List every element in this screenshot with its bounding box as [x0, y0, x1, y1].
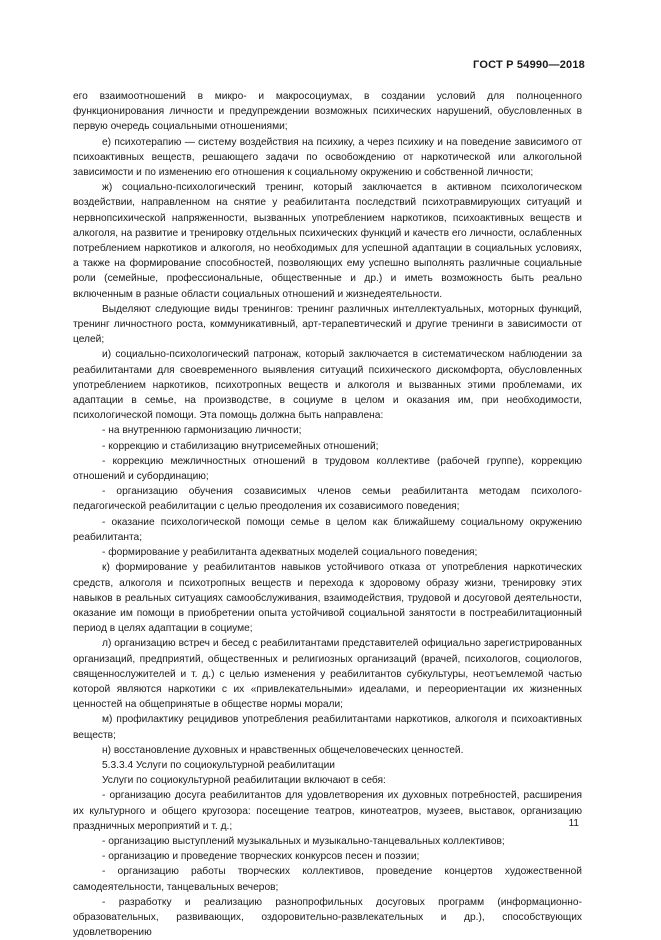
paragraph: к) формирование у реабилитантов навыков устойчивого отказа от употребления наркотических средств, алкоголя и психотропных веществ и перехода к здоровому образу жизни, тренировку этих навыков в реальных ситуациях самообслуживания, взаимодействия, трудовой и досуговой деятельности, оказание им помощи в приобретении опыта устойчивой социальной занятости в постреабилитационный период в целях адаптации в социуме;: [73, 562, 582, 635]
paragraph: - разработку и реализацию разнопрофильных досуговых программ (информационно-образовательных, развивающих, оздоровительно-развлекательных и др.), способствующих удовлетворению: [73, 896, 582, 939]
paragraph: е) психотерапию — систему воздействия на психику, а через психику и на поведение зависимого от психоактивных веществ, решающего задачи по освобождению от наркотической или алкогольной зависимости и по изменению его отношения к социальному окружению и собственной личности;: [73, 136, 582, 179]
paragraph: и) социально-психологический патронаж, который заключается в систематическом наблюдении за реабилитантами для своевременного выявления ситуаций психического дискомфорта, обусловленных употреблением наркотиков, психотропных веществ и алкоголя и вызванных этими проблемами, их адаптации в семье, на производстве, в социуме в целом и оказания им, при необходимости, психологической помощи. Эта помощь должна быть направлена:: [73, 349, 582, 422]
standard-number: ГОСТ Р 54990—2018: [473, 59, 585, 71]
paragraph: Услуги по социокультурной реабилитации включают в себя:: [102, 775, 386, 787]
paragraph: - оказание психологической помощи семье в целом как ближайшему социальному окружению реабилитанта;: [73, 516, 582, 543]
paragraph: л) организацию встреч и бесед с реабилитантами представителей официально зарегистрированных организаций, предприятий, общественных и религиозных организаций (врачей, психологов, социологов, священнослужителей и т. д.) с целью изменения у реабилитантов субкультуры, неотъемлемой частью которой являются наркотики с их «привлекательными» идеалами, и переориентации их жизненных ценностей на общепринятые в обществе нормы морали;: [73, 638, 582, 711]
paragraph: н) восстановление духовных и нравственных общечеловеческих ценностей.: [102, 744, 464, 756]
paragraph: - организацию досуга реабилитантов для удовлетворения их духовных потребностей, расширения их культурного и общего кругозора: посещение театров, кинотеатров, музеев, выставок, организацию праздничных мероприятий и т. д.;: [73, 790, 582, 832]
page-number: 11: [568, 818, 579, 829]
paragraph: м) профилактику рецидивов употребления реабилитантами наркотиков, алкоголя и психоактивных веществ;: [73, 714, 582, 741]
paragraph: 5.3.3.4 Услуги по социокультурной реабилитации: [102, 759, 335, 771]
paragraph: - коррекцию межличностных отношений в трудовом коллективе (рабочей группе), коррекцию отношений и субординацию;: [73, 455, 582, 483]
paragraph: - организацию работы творческих коллективов, проведение концертов художественной самодеятельности, танцевальных вечеров;: [73, 866, 582, 893]
paragraph: - организацию выступлений музыкальных и музыкально-танцевальных коллективов;: [102, 835, 505, 847]
paragraph: - организацию и проведение творческих конкурсов песен и поэзии;: [102, 851, 420, 863]
document-body: [73, 89, 582, 940]
paragraph: ж) социально-психологический тренинг, который заключается в активном психологическом воздействии, направленном на снятие у реабилитанта последствий психотравмирующих ситуаций и нервнопсихической напряженности, вызванных употреблением наркотиков, психоактивных веществ и алкоголя, на развитие и тренировку отдельных психических функций и качеств его личности, ослабленных потреблением наркотиков и алкоголя, но необходимых для успешной адаптации в социальных условиях, а также на формирование способностей, позволяющих ему успешно выполнять различные социальные роли (семейные, профессиональные, общественные и др.) и иметь возможность быть реально включенным в разные области социальных отношений и жизнедеятельности.: [73, 182, 582, 300]
paragraph: - на внутреннюю гармонизацию личности;: [102, 425, 302, 437]
paragraph: его взаимоотношений в микро- и макросоциумах, в создании условий для полноценного функционирования личности и предупреждении возможных психических нарушений, обусловленных в первую очередь социальными отношениями;: [73, 91, 582, 133]
paragraph: Выделяют следующие виды тренингов: тренинг различных интеллектуальных, моторных функций, тренинг личностного роста, коммуникативный, арт-терапевтический и другие тренинги в зависимости от целей;: [73, 303, 582, 346]
paragraph: - коррекцию и стабилизацию внутрисемейных отношений;: [102, 440, 379, 452]
paragraph: - организацию обучения созависимых членов семьи реабилитанта методам психолого-педагогической реабилитации с целью преодоления их созависимого поведения;: [73, 486, 582, 513]
paragraph: - формирование у реабилитанта адекватных моделей социального поведения;: [102, 547, 478, 559]
